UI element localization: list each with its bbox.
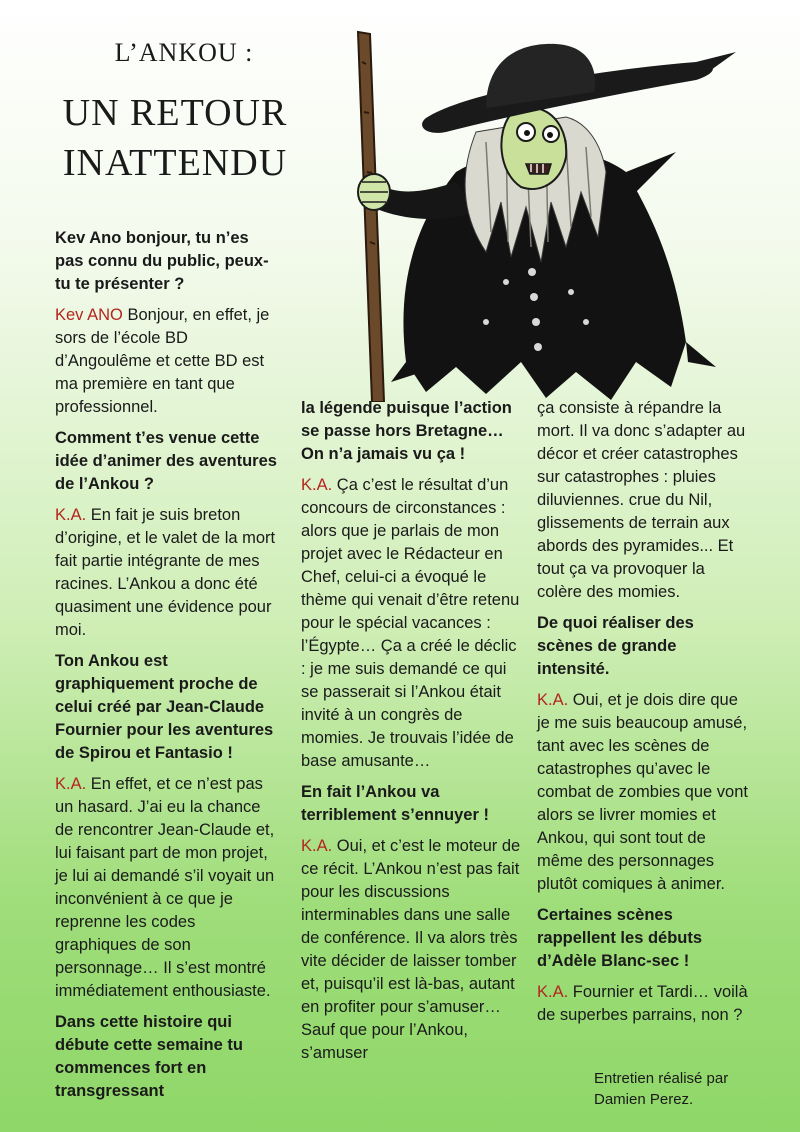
question: Dans cette histoire qui débute cette semaine tu commences fort en transgressant (55, 1013, 243, 1100)
question: En fait l’Ankou va terriblement s’ennuyer ! (301, 783, 489, 824)
question: Ton Ankou est graphiquement proche de celui créé par Jean-Claude Fournier pour les aventures de Spirou et Fantasio ! (55, 652, 274, 762)
answer (301, 474, 521, 773)
credit-author: Damien Perez. (594, 1091, 694, 1108)
speaker-label: K.A. (55, 506, 87, 524)
column-1 (55, 227, 281, 1111)
answer-text: En effet, et ce n’est pas un hasard. J’ai eu la chance de rencontrer Jean-Claude et, lui faisant part de mon projet, je lui ai demandé s’il voyait un inconvénient à ce que je reprenne les codes graphiques de son personnage… Il s’est montré immédiatement enthousiaste. (55, 775, 275, 1000)
speaker-label: K.A. (301, 837, 333, 855)
column-3 (537, 397, 752, 1035)
question: Certaines scènes rappellent les débuts d’Adèle Blanc-sec ! (537, 906, 703, 970)
answer-text: Oui, et je dois dire que je me suis beaucoup amusé, tant avec les scènes de catastrophes qu’avec le combat de zombies que vont alors se livrer momies et Ankou, qui sont tout de même des personnages plutôt comiques à animer. (537, 691, 748, 893)
answer (537, 689, 752, 896)
answer-text: Bonjour, en effet, je sors de l’école BD d’Angoulême et cette BD est ma première en tant que professionnel. (55, 306, 270, 416)
speaker-label: K.A. (55, 775, 87, 793)
answer (55, 504, 281, 642)
answer (55, 773, 281, 1003)
speaker-label: K.A. (537, 983, 569, 1001)
question: Comment t’es venue cette idée d’animer des aventures de l’Ankou ? (55, 429, 277, 493)
answer-continued: ça consiste à répandre la mort. Il va donc s’adapter au décor et créer catastrophes sur catastrophes : pluies diluviennes. crue du Nil, glissements de terrain aux abords des pyramides... Et tout ça va provoquer la colère des momies. (537, 399, 746, 601)
question: Kev Ano bonjour, tu n’es pas connu du public, peux-tu te présenter ? (55, 229, 269, 293)
answer-text: En fait je suis breton d’origine, et le valet de la mort fait partie intégrante de mes racines. L’Ankou a donc été quasiment une évidence pour moi. (55, 506, 276, 639)
interview-credit (594, 1068, 764, 1110)
question: la légende puisque l’action se passe hors Bretagne… On n’a jamais vu ça ! (301, 399, 512, 463)
answer-text: Fournier et Tardi… voilà de superbes parrains, non ? (537, 983, 748, 1024)
speaker-label: Kev ANO (55, 306, 123, 324)
page-title-line1: UN RETOUR (62, 92, 288, 134)
ankou-illustration-icon (336, 22, 800, 402)
speaker-label: K.A. (537, 691, 569, 709)
page-kicker: L’ANKOU : (114, 38, 254, 67)
answer (537, 981, 752, 1027)
column-2 (301, 397, 521, 1073)
answer-text: Ça c’est le résultat d’un concours de circonstances : alors que je parlais de mon projet avec le Rédacteur en Chef, celui-ci a évoqué le thème qui venait d’être retenu pour le spécial vacances : l’Égypte… Ça a créé le déclic : je me suis demandé ce qui se passerait si l’Ankou était invité à un congrès de momies. Je trouvais l’idée de base amusante… (301, 476, 520, 770)
page-title-line2: INATTENDU (62, 142, 288, 184)
speaker-label: K.A. (301, 476, 333, 494)
answer-text: Oui, et c’est le moteur de ce récit. L’Ankou n’est pas fait pour les discussions interminables dans une salle de conférence. Il va alors très vite décider de laisser tomber et, puisqu’il est là-bas, autant en profiter pour s’amuser… Sauf que pour l’Ankou, s’amuser (301, 837, 521, 1062)
page-title (40, 88, 310, 188)
question: De quoi réaliser des scènes de grande intensité. (537, 614, 694, 678)
credit-line-1: Entretien réalisé par (594, 1070, 729, 1087)
answer (55, 304, 281, 419)
answer (301, 835, 521, 1065)
